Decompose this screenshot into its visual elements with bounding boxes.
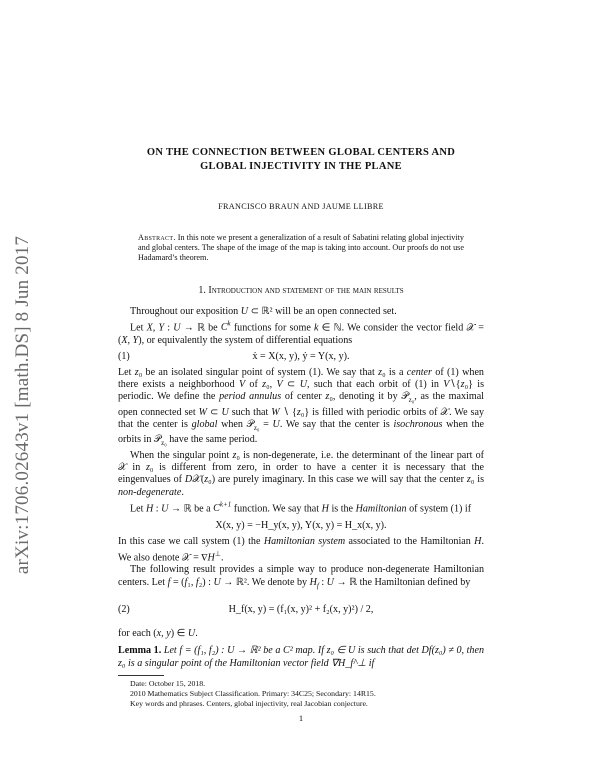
- abstract-label: Abstract.: [138, 233, 176, 243]
- title-line-2: GLOBAL INJECTIVITY IN THE PLANE: [200, 161, 402, 172]
- footnote-msc: 2010 Mathematics Subject Classification. Primary: 34C25; Secondary: 14R15.: [130, 689, 376, 698]
- footnote-date: Date: October 15, 2018.: [130, 679, 206, 688]
- paragraph-2: Let X, Y : U → ℝ be $C^k$ functions for some k ∈ ℕ. We consider the vector field 𝒳 = (X, Y), or equivalently the system of differential equations: [118, 319, 484, 346]
- abstract: [138, 233, 464, 263]
- abstract-text: In this note we present a generalization of a result of Sabatini relating global injectivity and global centers. The shape of the image of the map is taking into account. Our proofs do not use Hadamard’s theorem.: [138, 233, 464, 263]
- paragraph-8: for each (x, y) ∈ U.: [118, 628, 198, 640]
- lemma-1: [118, 645, 484, 670]
- equation-hamiltonian: X(x, y) = −H_y(x, y), Y(x, y) = H_x(x, y).: [215, 519, 387, 531]
- footnote-rule: [118, 675, 164, 676]
- arxiv-identifier-stamp: [6, 170, 40, 640]
- lemma-1-text: Let f = (f₁, f₂) : U → ℝ² be a C² map. If z₀ ∈ U is such that det Df(z₀) ≠ 0, then z₀ is a singular point of the Hamiltonian vector field ∇H_f^⊥ if: [118, 645, 484, 669]
- paragraph-6: In this case we call system (1) the Hamiltonian system associated to the Hamiltonian H. We also denote 𝒳 = ∇H⊥.: [118, 535, 484, 564]
- equation-2: [118, 596, 484, 624]
- footnotes: [118, 675, 484, 709]
- paper-authors: FRANCISCO BRAUN AND JAUME LLIBRE: [218, 202, 384, 211]
- equation-2-number: (2): [118, 604, 130, 616]
- paragraph-1: Throughout our exposition U ⊂ ℝ² will be an open connected set.: [130, 305, 397, 317]
- equation-2-body: H_f(x, y) = (f₁(x, y)² + f₂(x, y)²) / 2,: [228, 604, 374, 616]
- paragraph-5: Let H : U → ℝ be a $C^{k+1}$ function. We say that H is the Hamiltonian of system (1) if: [130, 500, 472, 515]
- equation-1-body: ẋ = X(x, y), ẏ = Y(x, y).: [252, 350, 350, 362]
- paper-page: [118, 146, 484, 670]
- paragraph-4: When the singular point z₀ is non-degenerate, i.e. the determinant of the linear part of 𝒳 in z₀ is different from zero, in order to have a center it is necessary that the eingenvalues of D𝒳(z₀) are purely imaginary. In this case we will say that the center z₀ is non-degenerate.: [118, 449, 484, 498]
- arxiv-stamp-text: arXiv:1706.02643v1 [math.DS] 8 Jun 2017: [12, 235, 34, 575]
- equation-1-number: (1): [118, 350, 130, 362]
- paper-title: [118, 146, 484, 174]
- equation-1: [118, 350, 484, 364]
- footnote-keywords: Key words and phrases. Centers, global injectivity, real Jacobian conjecture.: [130, 699, 368, 708]
- title-line-1: ON THE CONNECTION BETWEEN GLOBAL CENTERS AND: [146, 147, 456, 158]
- section-heading: 1. Introduction and statement of the main results: [198, 285, 404, 297]
- paragraph-3: Let z₀ be an isolated singular point of system (1). We say that z₀ is a center of (1) when there exists a neighborhood V of z₀, V ⊂ U, such that each orbit of (1) in V∖{z₀} is periodic. We define the period annulus of center z₀, denoting it by 𝒫$_{z_0}$, as the maximal open connected set W ⊂ U such that W ∖ {z₀} is filled with periodic orbits of 𝒳. We say that the center is global when 𝒫$_{z_0}$ = U. We say that the center is isochronous when the orbits in 𝒫$_{z_0}$ have the same period.: [118, 366, 484, 448]
- paragraph-7: The following result provides a simple way to produce non-degenerate Hamiltonian centers. Let f = (f₁, f₂) : U → ℝ². We denote by $H_f$ : U → ℝ the Hamiltonian defined by: [118, 564, 484, 590]
- page-number: 1: [298, 713, 304, 723]
- lemma-1-label: Lemma 1.: [118, 645, 162, 657]
